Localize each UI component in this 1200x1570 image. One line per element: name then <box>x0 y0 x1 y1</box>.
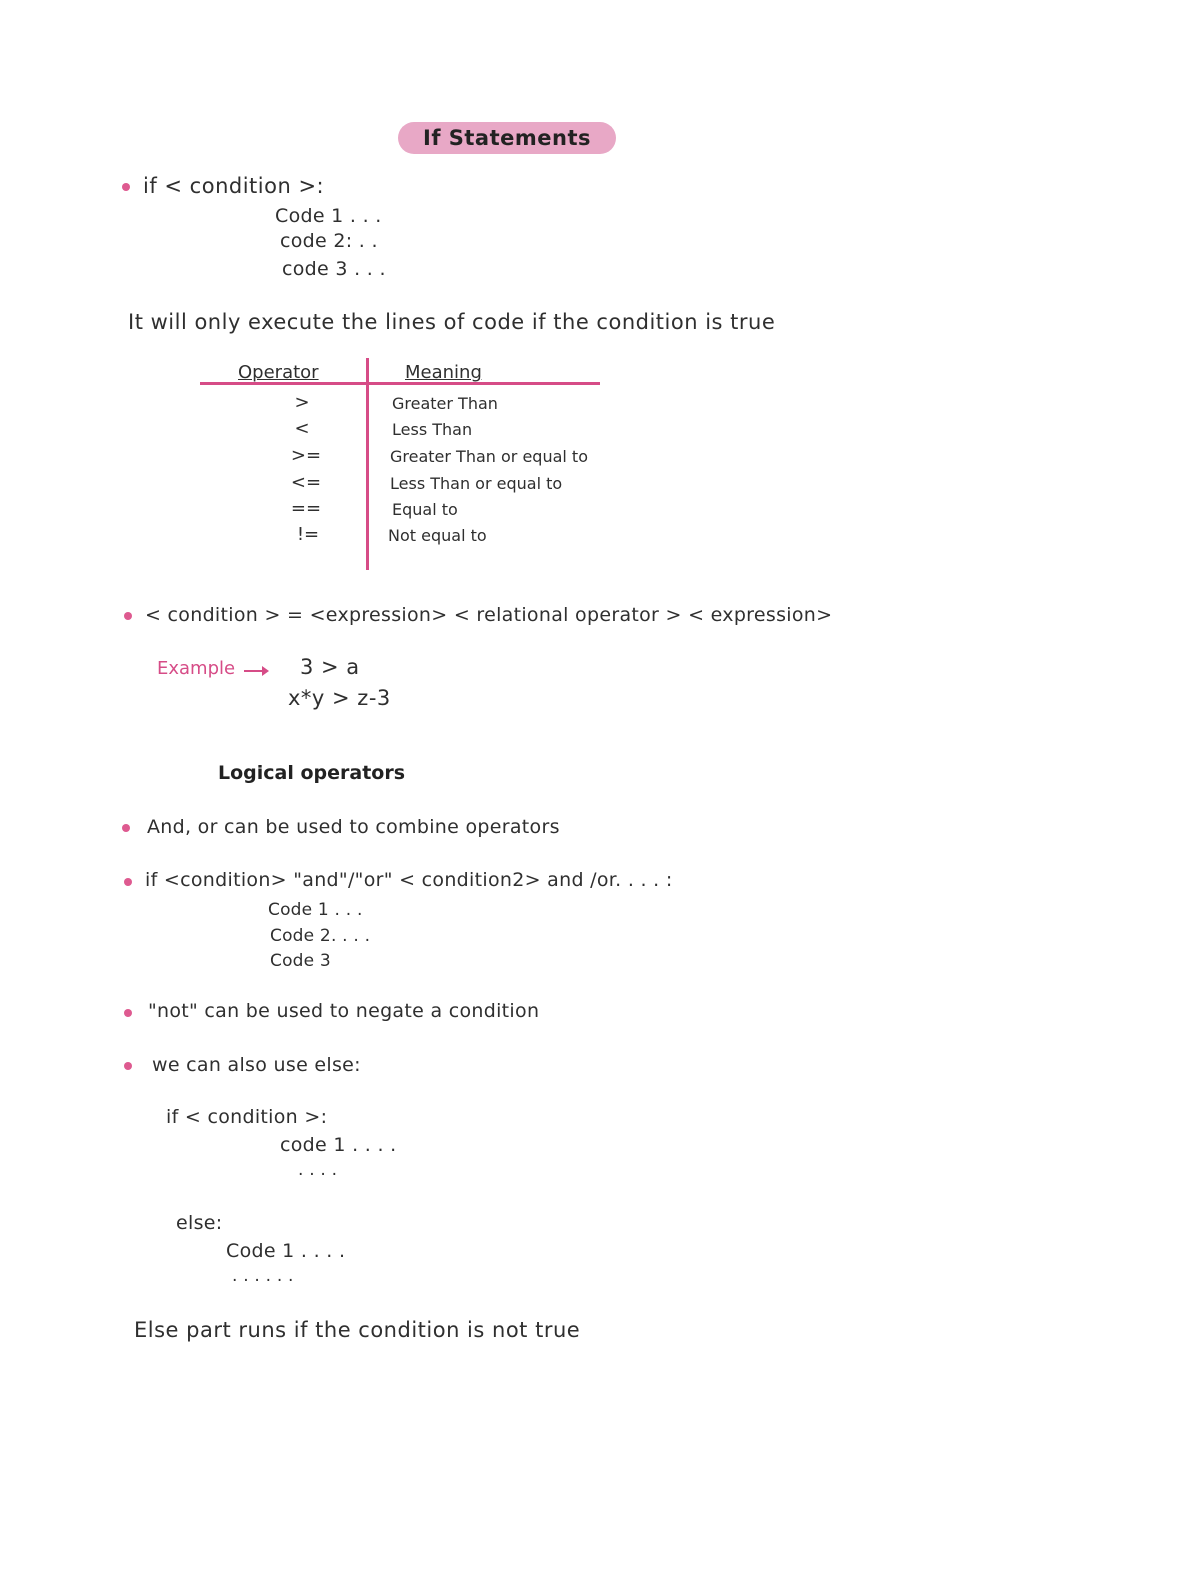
example-line: x*y > z-3 <box>288 686 391 710</box>
bullet-else: we can also use else: <box>152 1054 361 1076</box>
if-code-line: code 3 . . . <box>282 258 386 280</box>
if-code-line: code 2: . . <box>280 230 378 252</box>
else-example-if-line: code 1 . . . . <box>280 1134 397 1156</box>
bullet-icon <box>124 1009 132 1017</box>
if-code-line: Code 1 . . . <box>275 205 382 227</box>
bullet-icon <box>124 878 132 886</box>
else-example-else-line: . . . . . . <box>232 1266 294 1286</box>
operator-meaning: Greater Than <box>392 394 498 413</box>
compound-code-line: Code 2. . . . <box>270 926 371 946</box>
operator-meaning: Equal to <box>392 500 458 519</box>
bullet-icon <box>124 1062 132 1070</box>
bullet-combine: And, or can be used to combine operators <box>147 816 560 838</box>
operator-symbol: <= <box>290 472 322 493</box>
arrow-icon <box>244 670 264 672</box>
if-syntax-header: if < condition >: <box>143 174 325 198</box>
bullet-icon <box>122 183 130 191</box>
operator-symbol: > <box>294 392 310 413</box>
else-example-if-header: if < condition >: <box>166 1106 328 1128</box>
operator-meaning: Less Than <box>392 420 473 439</box>
compound-code-line: Code 1 . . . <box>268 900 363 920</box>
section-heading: Logical operators <box>218 762 406 784</box>
bullet-not: "not" can be used to negate a condition <box>148 1000 540 1022</box>
note-true: It will only execute the lines of code if the condition is true <box>128 310 776 334</box>
operator-meaning: Not equal to <box>388 526 487 545</box>
example-line: 3 > a <box>300 655 360 679</box>
compound-code-line: Code 3 <box>270 951 331 971</box>
operator-symbol: != <box>296 524 320 545</box>
arrow-head-icon <box>262 666 269 676</box>
else-example-else-line: Code 1 . . . . <box>226 1240 346 1262</box>
operator-meaning: Less Than or equal to <box>390 474 563 493</box>
table-header-meaning: Meaning <box>405 362 482 383</box>
operator-meaning: Greater Than or equal to <box>390 447 588 466</box>
operator-symbol: < <box>294 418 310 439</box>
else-example-if-line: . . . . <box>298 1160 338 1180</box>
bullet-icon <box>122 824 130 832</box>
table-header-operator: Operator <box>238 362 319 383</box>
else-example-else-header: else: <box>176 1212 223 1234</box>
bullet-icon <box>124 612 132 620</box>
table-column-rule <box>366 358 369 570</box>
note-else: Else part runs if the condition is not true <box>134 1318 581 1342</box>
compound-if-header: if <condition> "and"/"or" < condition2> and /or. . . . : <box>145 869 673 891</box>
condition-definition: < condition > = <expression> < relational operator > < expression> <box>145 604 833 626</box>
operator-symbol: >= <box>290 445 322 466</box>
operator-symbol: == <box>290 498 322 519</box>
example-label: Example <box>157 658 236 679</box>
page-title: If Statements <box>423 126 591 150</box>
